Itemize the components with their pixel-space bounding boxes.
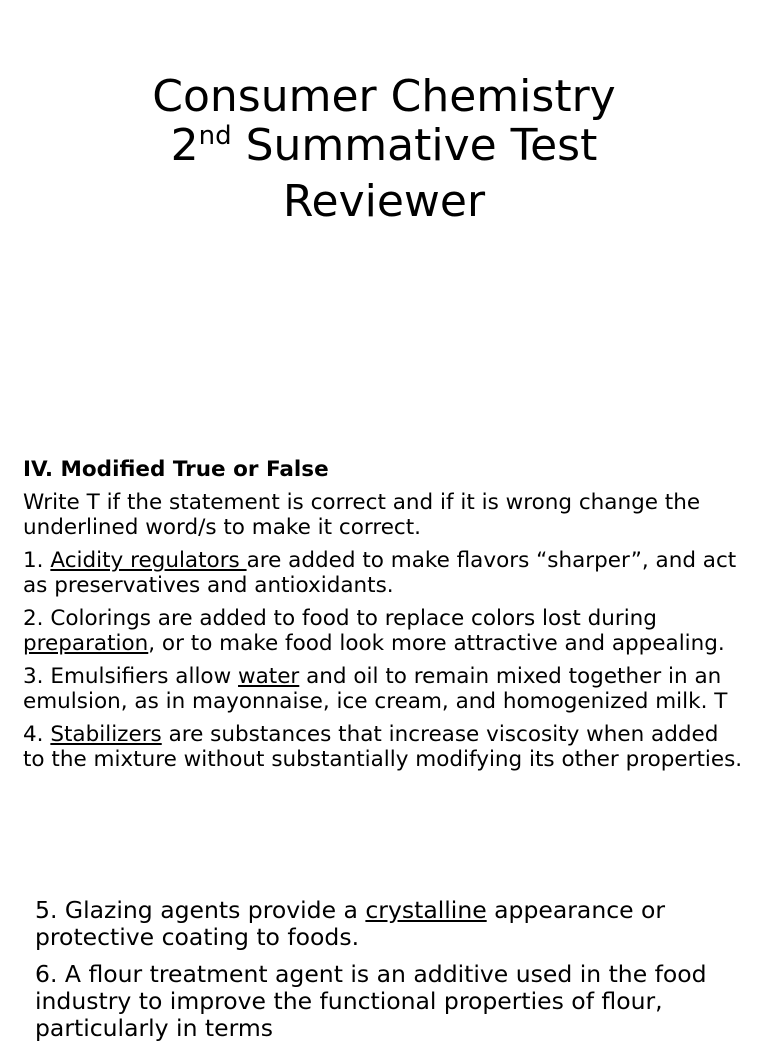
- underlined-term: preparation: [23, 631, 149, 656]
- question-item: 1. Acidity regulators are added to make flavors “sharper”, and act as preservatives and antioxidants.: [23, 548, 737, 598]
- question-item: 5. Glazing agents provide a crystalline appearance or protective coating to foods.: [35, 896, 666, 951]
- modified-true-false-section: [23, 457, 743, 780]
- question-item: 2. Colorings are added to food to replace colors lost during preparation, or to make food look more attractive and appealing.: [23, 606, 725, 656]
- underlined-term: Acidity regulators: [50, 548, 247, 573]
- section-heading: IV. Modified True or False: [23, 457, 329, 482]
- question-item: 6. A flour treatment agent is an additive used in the food industry to improve the functional properties of flour, particularly in terms: [35, 960, 707, 1042]
- question-item: 3. Emulsifiers allow water and oil to remain mixed together in an emulsion, as in mayonnaise, ice cream, and homogenized milk. T: [23, 664, 728, 714]
- section-instructions: Write T if the statement is correct and if it is wrong change the underlined word/s to make it correct.: [23, 490, 701, 540]
- title-line-2-text: Summative Test: [231, 120, 598, 171]
- title-line-3: Reviewer: [282, 176, 486, 227]
- continued-question-list: [35, 897, 745, 1052]
- underlined-term: Stabilizers: [50, 722, 162, 747]
- title-line-1: Consumer Chemistry: [152, 71, 616, 122]
- question-item: 4. Stabilizers are substances that increase viscosity when added to the mixture without substantially modifying its other properties.: [23, 722, 743, 772]
- title-line-2: [0, 121, 768, 177]
- underlined-term: crystalline: [365, 896, 487, 924]
- underlined-term: water: [238, 664, 300, 689]
- document-title: [0, 72, 768, 226]
- title-ordinal-suffix: nd: [198, 121, 232, 151]
- title-ordinal-number: 2: [170, 120, 199, 171]
